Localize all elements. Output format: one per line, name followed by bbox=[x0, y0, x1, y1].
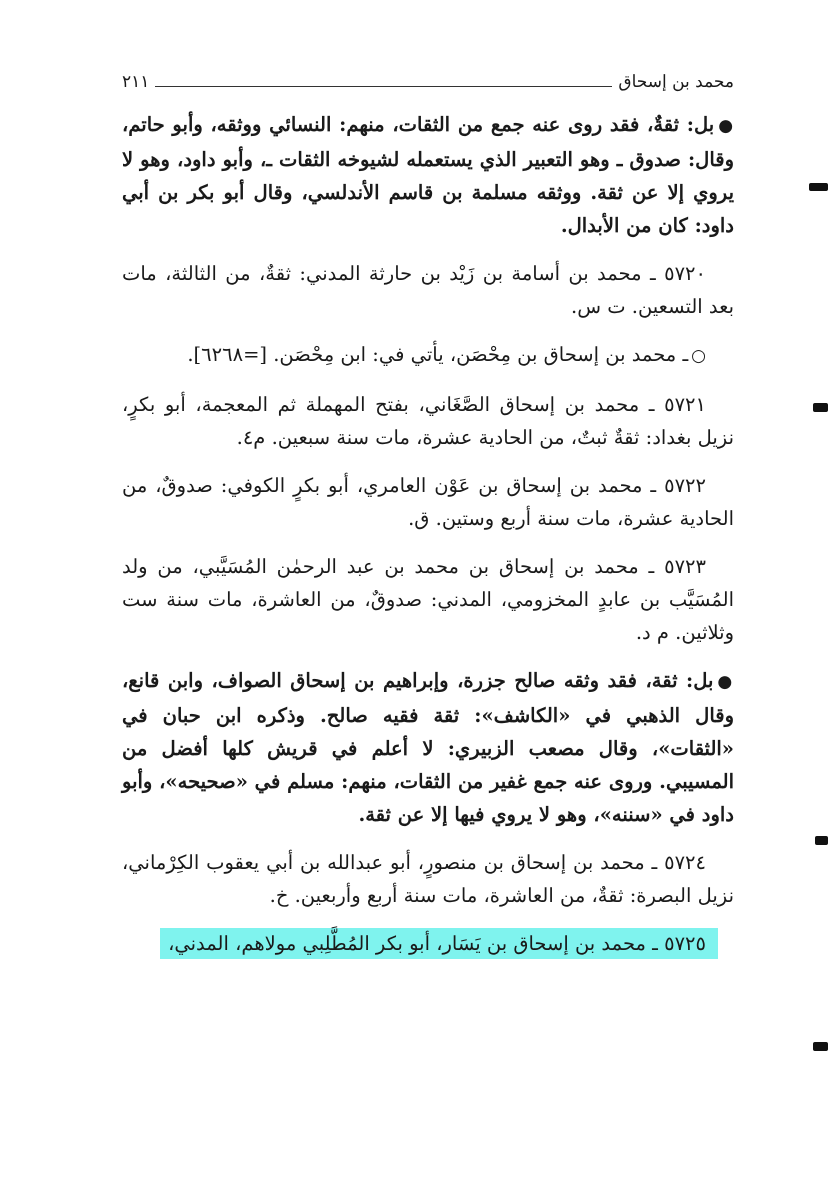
editor-note bbox=[122, 664, 734, 831]
margin-scan-mark bbox=[813, 403, 828, 412]
entry-text: ـ محمد بن إسحاق بن مِحْصَن، يأتي في: ابن مِحْصَن. [=٦٢٦٨]. bbox=[187, 343, 689, 366]
entry-text: ٥٧٢١ ـ محمد بن إسحاق الصَّغَاني، بفتح المهملة ثم المعجمة، أبو بكرٍ، نزيل بغداد: ثقةٌ ثبتٌ، من الحادية عشرة، مات سنة سبعين. م٤. bbox=[122, 393, 734, 449]
narrator-entry-highlighted bbox=[122, 927, 734, 960]
margin-scan-mark bbox=[809, 183, 828, 191]
running-title: محمد بن إسحاق bbox=[618, 72, 734, 92]
narrator-entry bbox=[122, 550, 734, 649]
entry-text: ٥٧٢٢ ـ محمد بن إسحاق بن عَوْن العامري، أبو بكرٍ الكوفي: صدوقٌ، من الحادية عشرة، مات سنة أربع وستين. ق. bbox=[122, 474, 734, 530]
editor-note bbox=[122, 108, 734, 242]
highlighted-text: ٥٧٢٥ ـ محمد بن إسحاق بن يَسَار، أبو بكر المُطَّلِبي مولاهم، المدني، bbox=[160, 928, 718, 959]
entry-text: ٥٧٢٣ ـ محمد بن إسحاق بن محمد بن عبد الرحمٰن المُسَيَّبي، من ولد المُسَيَّب بن عابدٍ المخزومي، المدني: صدوقٌ، من العاشرة، مات سنة ست وثلاثين. م د. bbox=[122, 555, 734, 644]
margin-scan-mark bbox=[815, 836, 828, 845]
page-header bbox=[122, 66, 734, 92]
header-rule bbox=[155, 86, 612, 87]
narrator-entry bbox=[122, 469, 734, 535]
note-text: بل: ثقةٌ، فقد روى عنه جمع من الثقات، منهم: النسائي ووثقه، وأبو حاتم، وقال: صدوق ـ وهو التعبير الذي يستعمله لشيوخه الثقات ـ، وأبو داود، وهو لا يروي إلا عن ثقة. ووثقه مسلمة بن قاسم الأندلسي، وقال أبو بكر بن أبي داود: كان من الأبدال. bbox=[122, 113, 734, 237]
entry-text: ٥٧٢٤ ـ محمد بن إسحاق بن منصورٍ، أبو عبدالله بن أبي يعقوب الكِرْماني، نزيل البصرة: ثقةٌ، من العاشرة، مات سنة أربع وأربعين. خ. bbox=[122, 851, 734, 907]
bullet-icon: ● bbox=[718, 116, 734, 136]
narrator-entry bbox=[122, 388, 734, 454]
page-number: ٢١١ bbox=[122, 72, 150, 92]
circle-icon: ○ bbox=[691, 346, 706, 366]
page-body bbox=[122, 108, 734, 975]
margin-scan-mark bbox=[813, 1042, 828, 1051]
cross-reference-entry bbox=[122, 338, 734, 373]
narrator-entry bbox=[122, 257, 734, 323]
entry-text: ٥٧٢٠ ـ محمد بن أسامة بن زَيْد بن حارثة المدني: ثقةٌ، من الثالثة، مات بعد التسعين. ت س. bbox=[122, 262, 734, 318]
bullet-icon: ● bbox=[717, 672, 734, 692]
note-text: بل: ثقة، فقد وثقه صالح جزرة، وإبراهيم بن إسحاق الصواف، وابن قانع، وقال الذهبي في «الكاشف»: ثقة فقيه صالح. وذكره ابن حبان في «الثقات»، وقال مصعب الزبيري: لا أعلم في قريش كلها أفضل من المسيبي. وروى عنه جمع غفير من الثقات، منهم: مسلم في «صحيحه»، وأبو داود في «سننه»، وهو لا يروي فيها إلا عن ثقة. bbox=[122, 669, 734, 826]
narrator-entry bbox=[122, 846, 734, 912]
